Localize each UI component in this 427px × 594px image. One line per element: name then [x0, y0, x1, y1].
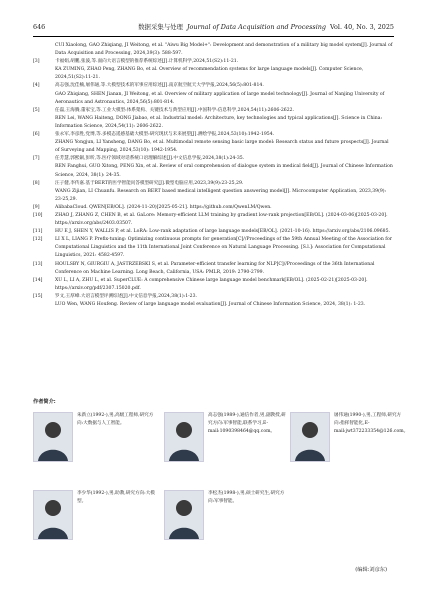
reference-item — [33, 42, 394, 58]
reference-item — [33, 293, 394, 301]
journal-title-en: Journal of Data Acquisition and Processing — [186, 23, 326, 31]
reference-number: [12] — [33, 237, 43, 243]
reference-item — [33, 188, 394, 204]
reference-item — [33, 301, 394, 309]
reference-number: [15] — [33, 293, 43, 299]
reference-text: REN Lei, WANG Haiteng, DONG Jiabao, et al. Industrial model: Architecture, key technologies and typical applications[J]. Science in China: Information Science, 2024,54(11): 2606-2622. — [55, 115, 382, 129]
reference-text: 卡福娟,胡鹏,张波,等.面向大语言模型的推荐系统综述[J].计算机科学,2024,51(S2):11-21. — [55, 59, 239, 65]
author-photo — [290, 412, 330, 462]
editor-note: (编辑:刘彦东) — [355, 567, 387, 573]
page-header — [33, 20, 394, 34]
reference-text: 张永军,李彦胜,党博,等.多模态遥感基础大模型:研究现状与未来展望[J].测绘学报,2024,53(10):1942-1954. — [55, 132, 275, 138]
person-silhouette-icon — [165, 413, 203, 461]
reference-item — [33, 58, 394, 66]
person-silhouette-icon — [165, 491, 203, 539]
reference-item — [33, 66, 394, 82]
reference-number: [9] — [33, 204, 40, 210]
reference-text: LI X L, LIANG P. Prefix-tuning: Optimizing continuous prompts for generation[C]//Proceedings of the 59th Annual Meeting of the Association for Computational Linguistics and the 11th International Joint Conference on Natural Language Processing. [S.l.]: Association for Computational Linguistics, 2021: 4582-4597. — [55, 237, 392, 259]
author-photo — [33, 412, 73, 462]
reference-item — [33, 155, 394, 163]
reference-text: HU E J, SHEN Y, WALLIS P, et al. LoRA: Low-rank adaptation of large language models[EB/OL]. (2021-10-16). https://arxiv.org/abs/2106.09685. — [55, 229, 390, 235]
reference-item — [33, 261, 394, 277]
reference-text: AlibabaCloud. QWEN[EB/OL]. (2024-11-20)[2025-05-21]. https://github.com/QwenLM/Qwen. — [55, 204, 272, 210]
reference-text: KA ZUMING, ZHAO Peng, ZHANG Bo, et al. Overview of recommendation systems for large language models[J]. Computer Science, 2024,51(S2):11-21. — [55, 67, 364, 81]
author-photo — [164, 490, 204, 540]
reference-number: [4] — [33, 83, 40, 89]
reference-item — [33, 82, 394, 90]
reference-item — [33, 236, 394, 260]
reference-item — [33, 163, 394, 179]
reference-text: 罗文,王厚峰.大语言模型评测综述[J].中文信息学报,2024,38(1):1-23. — [55, 293, 197, 299]
journal-title-cn: 数据采集与处理 — [138, 23, 183, 31]
author-bio: 李松杰(1998-),男,硕士研究生,研究方向:军事智能。 — [208, 491, 285, 504]
reference-text: CUI Xiaolong, GAO Zhiqiang, JI Weitong, et al. "Aiwu Big Model+": Development and demonstration of a military big model system[J]. Journal of Data Acquisition and Processing, 2024,39(3): 588-597. — [55, 43, 393, 57]
reference-number: [3] — [33, 59, 40, 65]
reference-text: 任芳慧,郭熙铜,彭昕,等.医疗领域对话系统口语理解综述[J].中文信息学报,2024,38(1):24-35. — [55, 156, 245, 162]
reference-item — [33, 204, 394, 212]
reference-item — [33, 277, 394, 293]
volume-issue: Vol. 40, No. 3, 2025 — [330, 23, 394, 31]
author-photo — [33, 490, 73, 540]
reference-text: GAO Zhiqiang, SHEN Jianan, JI Weitong, et al. Overview of military application of large model technology[J]. Journal of Nanjing University of Aeronautics and Astronautics, 2024,56(5):801-814. — [55, 91, 385, 105]
reference-item — [33, 180, 394, 188]
reference-number: [5] — [33, 107, 40, 113]
journal-title — [138, 20, 394, 34]
person-silhouette-icon — [291, 413, 329, 461]
page-number: 646 — [33, 23, 46, 31]
author-bio: 李少华(1992-),男,助教,研究方向:大模型。 — [77, 491, 155, 504]
reference-text: XU L, LI A, ZHU L, et al. SuperCLUE: A comprehensive Chinese large language model benchmark[EB/OL]. (2025-02-21)[2025-03-20]. https://arxiv.org/pdf/2307.15020.pdf. — [55, 277, 368, 291]
reference-number: [11] — [33, 229, 43, 235]
reference-text: ZHAO J, ZHANG Z, CHEN B, et al. GaLore: Memory-efficient LLM training by gradient low-rank projection[EB/OL]. (2024-03-06)[2025-03-20]. https://arxiv.org/abs/2403.03507. — [55, 212, 388, 227]
author-bio: 高志强(1989-),通信作者,男,副教授,研究方向:军事智能,联系学习,E-mail:1090398464@qq.com。 — [208, 413, 286, 434]
reference-item — [33, 212, 394, 228]
reference-number: [13] — [33, 261, 43, 267]
reference-item — [33, 91, 394, 107]
reference-item — [33, 131, 394, 139]
reference-text: HOULSBY N, GIURGIU A, JASTRZEBSKI S, et al. Parameter-efficient transfer learning for NLP[C]//Proceedings of the 36th International Conference on Machine Learning. Long Beach, California, USA: PMLR, 2019: 2790-2799. — [55, 261, 375, 275]
reference-text: 高志强,沈佳楠,屠伟通,等.大模型技术的军事应用综述[J].南京航空航天大学学报,2024,56(5):801-814. — [55, 83, 264, 89]
reference-text: 任磊,王海腾,董家宝,等.工业大模型:体系架构、关键技术与典型应用[J].中国科学:信息科学,2024,54(11):2606-2622. — [55, 107, 295, 113]
authors-section-title: 作者简介: — [33, 399, 56, 405]
reference-text: REN Fanghui, GUO Xitong, PENG Xin, et al. Review of oral comprehension of dialogue system in medical field[J]. Journal of Chinese Information Science, 2024, 38(1): 24-35. — [55, 164, 393, 178]
author-bio: 朱新立(1992-),男,高级工程师,研究方向:大数据与人工智能。 — [77, 413, 154, 426]
reference-item — [33, 139, 394, 155]
reference-number: [8] — [33, 180, 40, 186]
reference-number: [14] — [33, 277, 43, 283]
reference-text: ZHANG Yongjun, LI Yansheng, DANG Bo, et al. Multimodal remote sensing basic large model: Research status and future prospects[J]. Journal of Surveying and Mapping, 2024,53(10): 1942-1954. — [55, 140, 389, 154]
reference-list — [33, 42, 394, 309]
reference-item — [33, 107, 394, 115]
person-silhouette-icon — [34, 491, 72, 539]
reference-number: [10] — [33, 212, 43, 218]
reference-text: LUO Wen, WANG Houfeng. Review of large language model evaluation[J]. Journal of Chinese Information Science, 2024, 38(1): 1-23. — [55, 302, 366, 307]
author-photo — [164, 412, 204, 462]
reference-item — [33, 228, 394, 236]
header-rule — [33, 36, 394, 37]
author-bio: 屠伟通(1990-),男,工程师,研究方向:指挥智能化,E-mail:jwt372233354@126.com。 — [334, 413, 409, 434]
reference-text: WANG Zijian, LI Chuanfu. Research on BERT based medical intelligent question answering model[J]. Microcomputer Application, 2023,39(9): 23-25,29. — [55, 188, 387, 202]
reference-number: [7] — [33, 156, 40, 162]
person-silhouette-icon — [34, 413, 72, 461]
reference-text: 汪子健,李传嘉.基于BERT的医学智能问答模型研究[J].微型电脑应用,2023,39(9):23-25,29. — [55, 180, 244, 186]
reference-number: [6] — [33, 132, 40, 138]
reference-item — [33, 115, 394, 131]
